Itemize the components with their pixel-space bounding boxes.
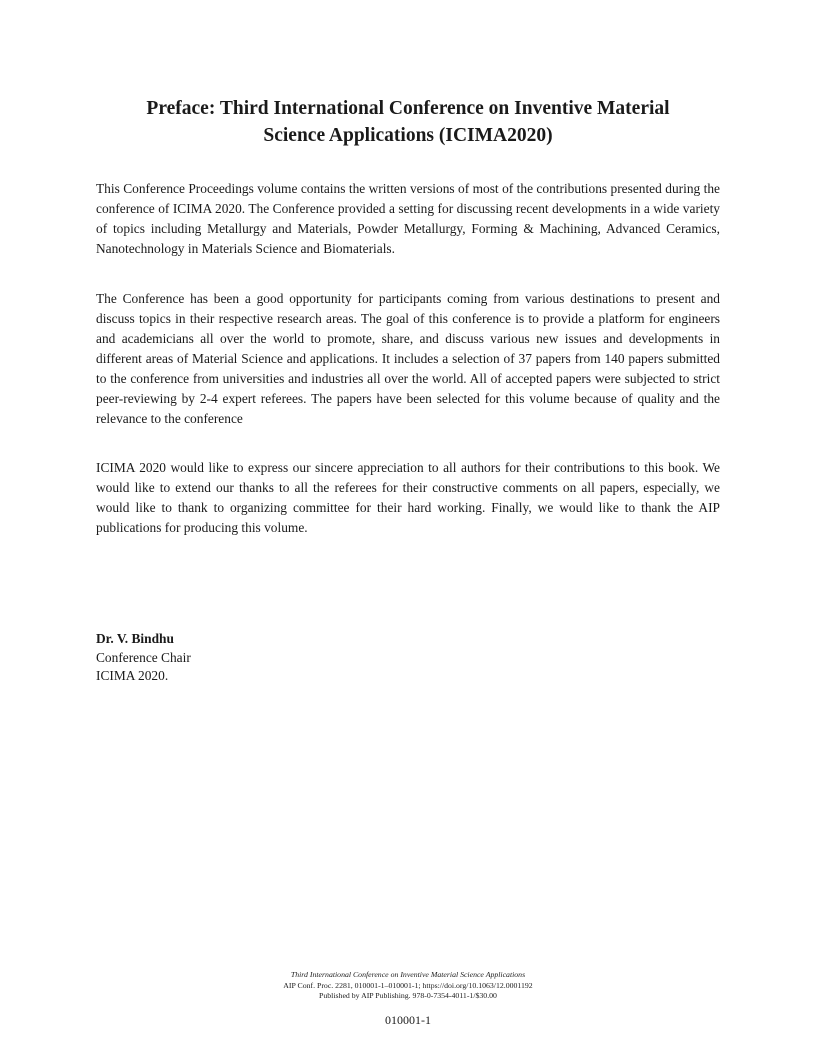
signatory-org: ICIMA 2020. <box>96 668 169 683</box>
paragraph-intro: This Conference Proceedings volume contains the written versions of most of the contributions presented during the conference of ICIMA 2020. The Conference provided a setting for discussing recent developments in a wide variety of topics including Metallurgy and Materials, Powder Metallurgy, Forming & Machining, Advanced Ceramics, Nanotechnology in Materials Science and Biomaterials. <box>96 181 720 256</box>
page-footer <box>0 970 816 1002</box>
paragraph-acknowledgement: ICIMA 2020 would like to express our sincere appreciation to all authors for their contributions to this book. We would like to extend our thanks to all the referees for their constructive comments on all papers, especially, we would like to thank to organizing committee for their hard working. Finally, we would like to thank the AIP publications for producing this volume. <box>96 460 720 535</box>
paper-title <box>96 95 720 149</box>
paragraph-opportunity: The Conference has been a good opportunity for participants coming from various destinations to present and discuss topics in their respective research areas. The goal of this conference is to provide a platform for engineers and academicians all over the world to promote, share, and discuss various new issues and developments in different areas of Material Science and applications. It includes a selection of 37 papers from 140 papers submitted to the conference from universities and industries all over the world. All of accepted papers were subjected to strict peer-reviewing by 2-4 expert referees. The papers have been selected for this volume because of quality and the relevance to the conference <box>96 291 720 426</box>
title-line-2: Science Applications (ICIMA2020) <box>263 125 553 146</box>
footer-citation: AIP Conf. Proc. 2281, 010001-1–010001-1; https://doi.org/10.1063/12.0001192 <box>283 980 533 990</box>
signature-block <box>96 630 191 686</box>
title-line-1: Preface: Third International Conference on Inventive Material <box>146 98 670 119</box>
signatory-name: Dr. V. Bindhu <box>96 631 174 646</box>
page-number: 010001-1 <box>385 1013 431 1027</box>
footer-publisher: Published by AIP Publishing. 978-0-7354-4011-1/$30.00 <box>319 991 497 1000</box>
footer-conference-name: Third International Conference on Inventive Material Science Applications <box>290 970 526 979</box>
signatory-role: Conference Chair <box>96 649 191 665</box>
